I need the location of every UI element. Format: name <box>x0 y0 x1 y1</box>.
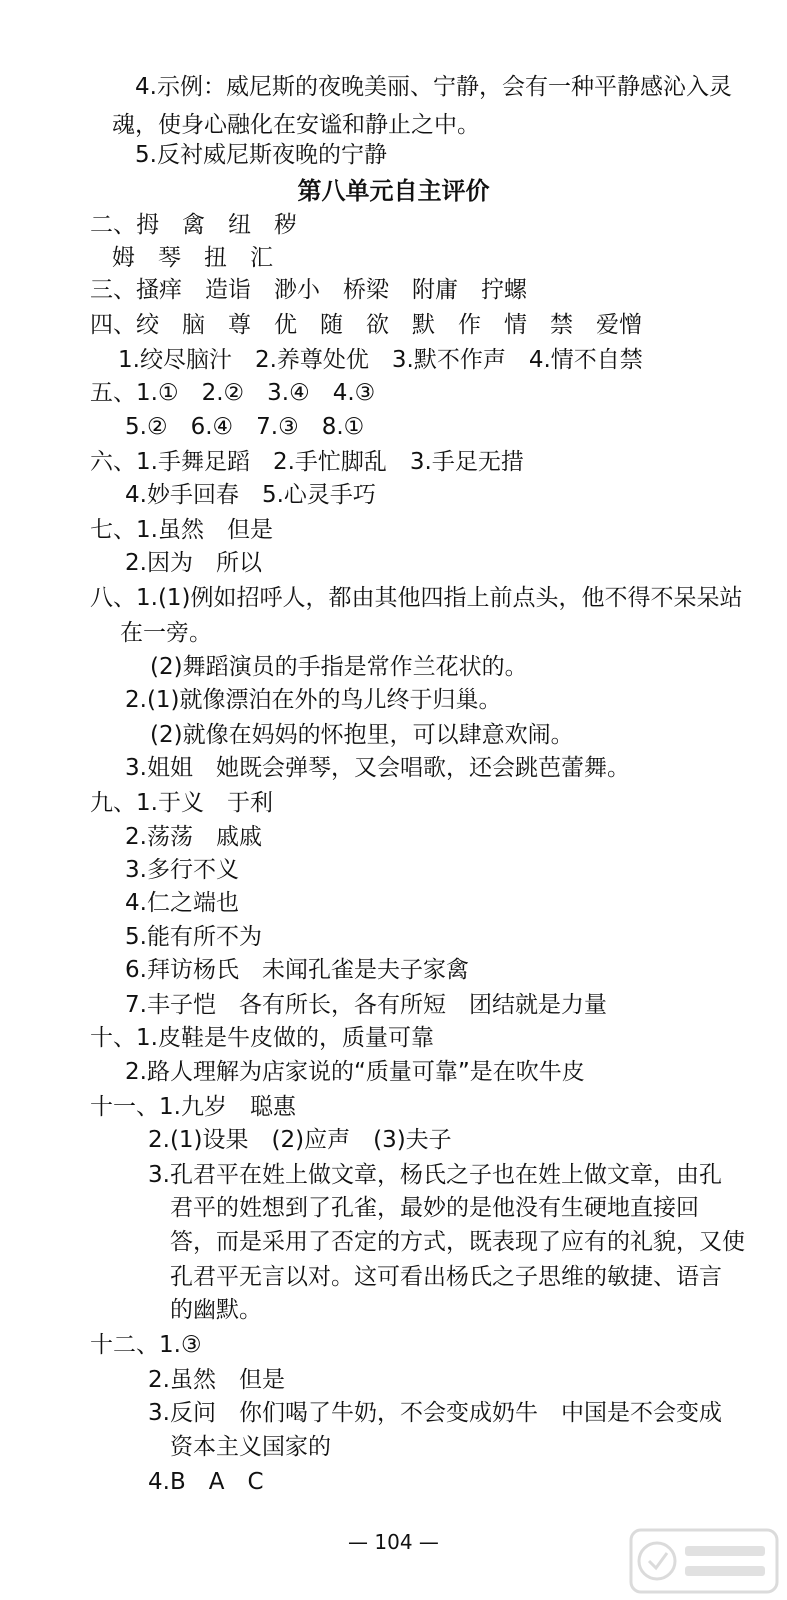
text-line: 4.示例：威尼斯的夜晚美丽、宁静，会有一种平静感沁入灵 <box>135 74 732 100</box>
text-line: 魂，使身心融化在安谧和静止之中。 <box>112 112 480 138</box>
text-line: 四、绞 脑 尊 优 随 欲 默 作 情 禁 爱憎 <box>90 312 642 338</box>
text-line: 十、1.皮鞋是牛皮做的，质量可靠 <box>90 1025 434 1051</box>
text-line: 九、1.于义 于利 <box>90 790 273 816</box>
section-title: 第八单元自主评价 <box>297 177 490 205</box>
text-line: 3.孔君平在姓上做文章，杨氏之子也在姓上做文章，由孔 <box>148 1162 722 1188</box>
text-line: 7.丰子恺 各有所长，各有所短 团结就是力量 <box>125 992 607 1018</box>
text-line: 3.多行不义 <box>125 857 239 883</box>
text-line: 3.反问 你们喝了牛奶，不会变成奶牛 中国是不会变成 <box>148 1400 722 1426</box>
text-line: 2.荡荡 戚戚 <box>125 824 262 850</box>
text-line: 2.(1)设果 (2)应声 (3)夫子 <box>148 1127 452 1153</box>
text-line: 1.绞尽脑汁 2.养尊处优 3.默不作声 4.情不自禁 <box>118 347 643 373</box>
text-line: 十一、1.九岁 聪惠 <box>90 1094 296 1120</box>
text-line: 二、拇 禽 纽 秽 <box>90 212 297 238</box>
text-line: 三、搔痒 造诣 渺小 桥梁 附庸 拧螺 <box>90 277 527 303</box>
text-line: 资本主义国家的 <box>170 1434 331 1460</box>
text-line: 姆 琴 扭 汇 <box>112 245 273 271</box>
text-line: 3.姐姐 她既会弹琴，又会唱歌，还会跳芭蕾舞。 <box>125 755 630 781</box>
text-line: 八、1.(1)例如招呼人，都由其他四指上前点头，他不得不呆呆站 <box>90 585 743 611</box>
page-number: — 104 — <box>348 1530 439 1554</box>
text-line: 答，而是采用了否定的方式，既表现了应有的礼貌，又使 <box>170 1229 745 1255</box>
text-line: 君平的姓想到了孔雀，最妙的是他没有生硬地直接回 <box>170 1195 699 1221</box>
text-line: 2.路人理解为店家说的“质量可靠”是在吹牛皮 <box>125 1059 585 1085</box>
text-line: 6.拜访杨氏 未闻孔雀是夫子家禽 <box>125 957 469 983</box>
text-line: 十二、1.③ <box>90 1332 202 1358</box>
text-line: 孔君平无言以对。这可看出杨氏之子思维的敏捷、语言 <box>170 1264 722 1290</box>
text-line: (2)舞蹈演员的手指是常作兰花状的。 <box>150 654 528 680</box>
text-line: (2)就像在妈妈的怀抱里，可以肆意欢闹。 <box>150 722 574 748</box>
text-line: 六、1.手舞足蹈 2.手忙脚乱 3.手足无措 <box>90 449 524 475</box>
text-line: 4.仁之端也 <box>125 890 239 916</box>
text-line: 2.(1)就像漂泊在外的鸟儿终于归巢。 <box>125 687 502 713</box>
text-line: 4.B A C <box>148 1469 264 1495</box>
text-line: 的幽默。 <box>170 1297 262 1323</box>
text-line: 2.虽然 但是 <box>148 1367 285 1393</box>
answer-site-logo-icon <box>629 1528 779 1594</box>
text-line: 在一旁。 <box>120 620 212 646</box>
text-line: 5.能有所不为 <box>125 924 262 950</box>
text-line: 2.因为 所以 <box>125 550 262 576</box>
text-line: 5.反衬威尼斯夜晚的宁静 <box>135 142 387 168</box>
text-line: 七、1.虽然 但是 <box>90 517 273 543</box>
text-line: 5.② 6.④ 7.③ 8.① <box>125 414 365 440</box>
text-line: 4.妙手回春 5.心灵手巧 <box>125 482 376 508</box>
text-line: 五、1.① 2.② 3.④ 4.③ <box>90 380 376 406</box>
